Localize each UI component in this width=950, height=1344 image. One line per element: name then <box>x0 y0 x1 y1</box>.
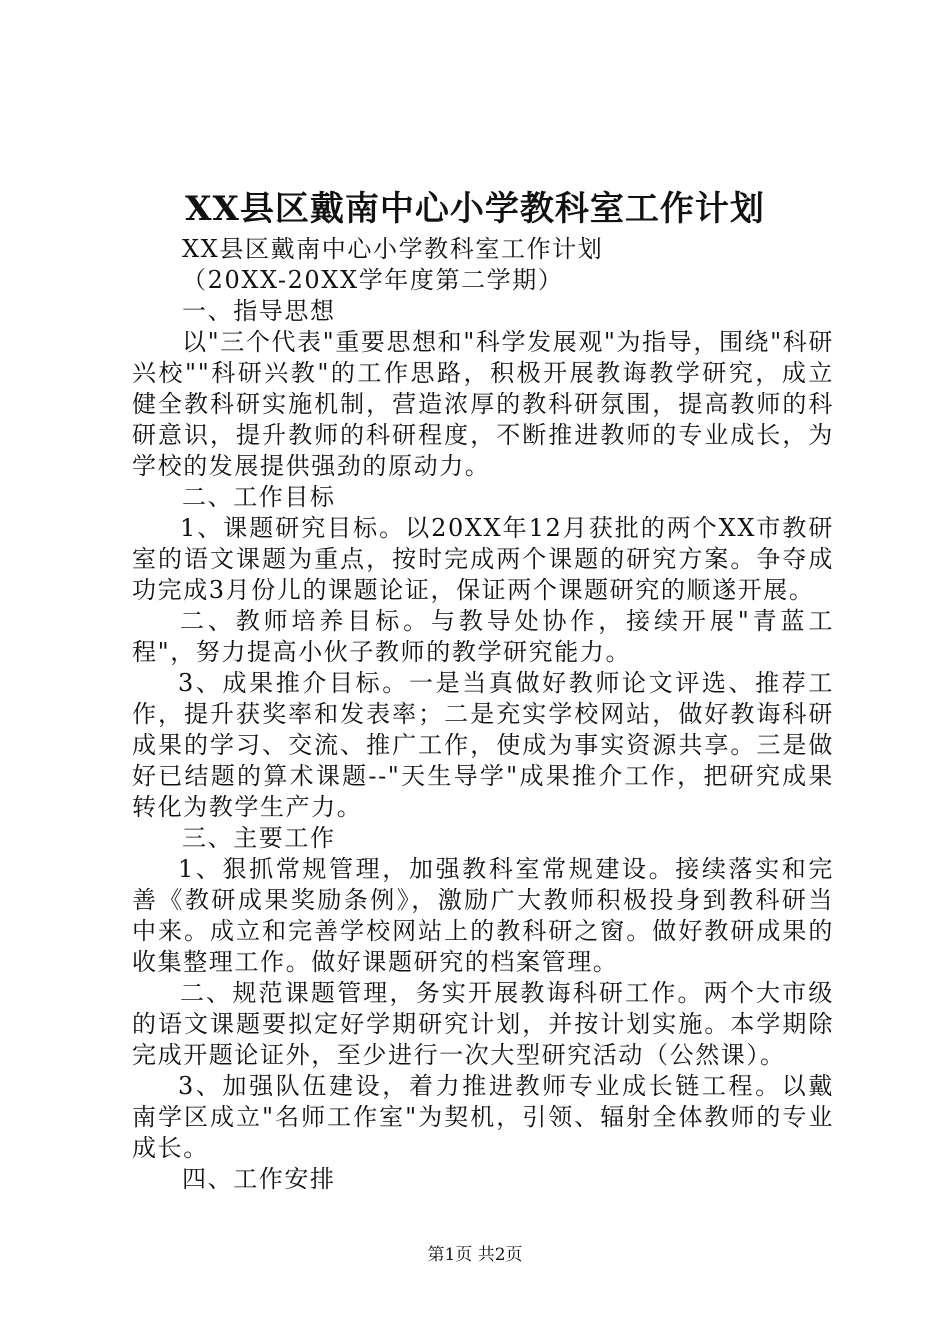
page-footer: 第1页 共2页 <box>427 1245 523 1265</box>
section-heading-work-goals: 二、工作目标 <box>182 483 336 511</box>
paragraph-work-routine-management: 1、狠抓常规管理，加强教科室常规建设。接续落实和完善《教研成果奖励条例》，激励广大教师积极投身到教科研当中来。成立和完善学校网站上的教科研之窗。做好教研成果的收集整理工作。做好课题研究的档案管理。 <box>132 855 834 976</box>
document-title: XX县区戴南中心小学教科室工作计划 <box>185 189 765 229</box>
paragraph-guiding-ideology: 以"三个代表"重要思想和"科学发展观"为指导，围绕"科研兴校""科研兴教"的工作思路，积极开展教诲教学研究，成立健全教科研实施机制，营造浓厚的教科研氛围，提高教师的科研意识，提升教师的科研程度，不断推进教师的专业成长，为学校的发展提供强劲的原动力。 <box>132 328 834 480</box>
paragraph-goal-research: 1、课题研究目标。以20XX年12月获批的两个XX市教研室的语文课题为重点，按时完成两个课题的研究方案。争夺成功完成3月份儿的课题论证，保证两个课题研究的顺遂开展。 <box>132 514 834 604</box>
section-heading-guiding-ideology: 一、指导思想 <box>182 297 336 325</box>
subtitle-line: XX县区戴南中心小学教科室工作计划 <box>182 235 604 263</box>
term-line: （20XX-20XX学年度第二学期） <box>182 266 564 294</box>
section-heading-work-arrangement: 四、工作安排 <box>182 1165 336 1193</box>
document-body <box>132 234 834 1195</box>
paragraph-goal-results-promotion: 3、成果推介目标。一是当真做好教师论文评选、推荐工作，提升获奖率和发表率；二是充实学校网站，做好教诲科研成果的学习、交流、推广工作，使成为事实资源共享。三是做好已结题的算术课题--"天生导学"成果推介工作，把研究成果转化为教学生产力。 <box>132 669 834 821</box>
paragraph-work-team-building: 3、加强队伍建设，着力推进教师专业成长链工程。以戴南学区成立"名师工作室"为契机，引领、辐射全体教师的专业成长。 <box>132 1072 834 1162</box>
paragraph-goal-teacher-training: 二、教师培养目标。与教导处协作，接续开展"青蓝工程"，努力提高小伙子教师的教学研究能力。 <box>132 607 834 666</box>
paragraph-work-topic-management: 二、规范课题管理，务实开展教诲科研工作。两个大市级的语文课题要拟定好学期研究计划，并按计划实施。本学期除完成开题论证外，至少进行一次大型研究活动（公然课）。 <box>132 979 834 1069</box>
section-heading-main-work: 三、主要工作 <box>182 824 336 852</box>
